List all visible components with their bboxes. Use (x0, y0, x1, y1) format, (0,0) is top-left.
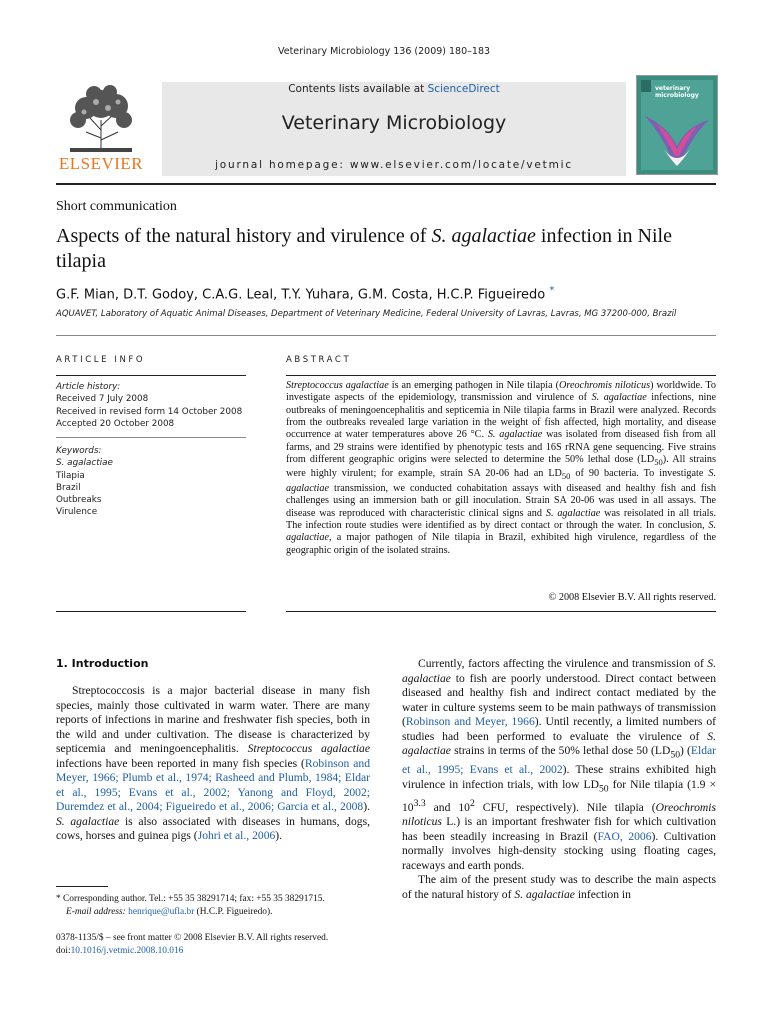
intro-paragraph-2: Currently, factors affecting the virulence and transmission of S. agalactiae to fish are poorly understood. Direct contact between diseased and healthy fish and indirect contact mediated by the water in culture systems seem to be main pathways of transmission (Robinson and Meyer, 1966). Until recently, a limited numbers of studies had been performed to evaluate the virulence of S. agalactiae strains in terms of the 50% lethal dose 50 $(LD_{50})$ (Eldar et al., 1995; Evans et al., 2002). These strains exhibited high virulence in infection trials, with low $LD_{50}$ for Nile tilapia ($1.9 \times 10^{3.3}$ and $10^2$ CFU, respectively). Nile tilapia (Oreochromis niloticus L.) is an important freshwater fish for which cultivation has been steadily increasing in Brazil (FAO, 2006). Cultivation normally involves high-density stocking using floating cages, raceways and earth ponds. (402, 657, 717, 872)
article-info-bottom-rule (56, 611, 246, 612)
introduction-heading: 1. Introduction (56, 657, 149, 670)
received-date: Received 7 July 2008 (56, 394, 149, 405)
contents-line (162, 83, 626, 95)
accepted-date: Accepted 20 October 2008 (56, 418, 175, 429)
keyword-item: Brazil (56, 482, 81, 493)
email-link[interactable]: henrique@ufla.br (128, 906, 195, 917)
abstract-heading: ABSTRACT (286, 355, 352, 365)
keyword-item: Virulence (56, 507, 98, 518)
corresponding-author-mark[interactable]: * (549, 285, 555, 296)
keywords-label: Keywords: (56, 446, 102, 456)
footnote-rule (56, 886, 108, 887)
authors-text: G.F. Mian, D.T. Godoy, C.A.G. Leal, T.Y. Yuhara, G.M. Costa, H.C.P. Figueiredo (56, 287, 546, 303)
contents-prefix: Contents lists available at (288, 83, 428, 95)
article-title (56, 224, 716, 274)
journal-title: Veterinary Microbiology (281, 112, 507, 134)
info-separator (56, 437, 246, 438)
section-type: Short communication (56, 199, 177, 214)
intro-column-right (402, 657, 716, 902)
article-title-part1: Aspects of the natural history and virulence of (56, 225, 432, 247)
affiliation: AQUAVET, Laboratory of Aquatic Animal Diseases, Department of Veterinary Medicine, Federal University of Lavras, Lavras, MG 37200-000, Brazil (56, 309, 677, 319)
article-title-part2: infection in Nile tilapia (56, 225, 672, 272)
abstract-bottom-rule (286, 611, 716, 612)
doi-link[interactable]: 10.1016/j.vetmic.2008.10.016 (70, 945, 184, 956)
divider-rule (56, 335, 716, 336)
abstract-text: Streptococcus agalactiae is an emerging pathogen in Nile tilapia (Oreochromis niloticus) worldwide. To investigate aspects of the epidemiology, transmission and virulence of S. agalactiae infections, nine outbreaks of meningoencephalitis and septicemia in Nile tilapia farms in Brazil were analyzed. Records from the outbreaks revealed large variation in the weight of fish affected, high mortality, and disease occurrence at water temperatures above 26 °C. S. agalactiae was isolated from diseased fish from all farms, and 29 strains were identified by phenotypic tests and 16S rRNA gene sequencing. Five strains from different geographic origins were selected to determine the 50% lethal dose $(LD_{50})$. All strains were highly virulent; for example, strain SA 20-06 had an $LD_{50}$ of 90 bacteria. To investigate S. agalactiae transmission, we conducted cohabitation assays with diseased and healthy fish and fish challenges using an immersion bath or gill inoculation. Strain SA 20-06 was used in all assays. The disease was reproduced with characteristic clinical signs and S. agalactiae was reisolated in all trials. The infection route studies were identified as by direct contact or through the water. In conclusion, S. agalactiae, a major pathogen of Nile tilapia in Brazil, exhibited high virulence, regardless of the geographic origin of the isolated strains. (286, 380, 716, 556)
abstract-copyright: © 2008 Elsevier B.V. All rights reserved. (548, 592, 716, 603)
email-label: E-mail address: (66, 906, 129, 917)
keywords-block (56, 445, 113, 519)
footnote-contact: Corresponding author. Tel.: +55 35 38291714; fax: +55 35 38291715. (63, 894, 325, 904)
revised-date: Received in revised form 14 October 2008 (56, 406, 243, 417)
abstract-rule (286, 375, 716, 376)
author-list (56, 285, 554, 302)
elsevier-wordmark[interactable]: ELSEVIER (58, 154, 144, 173)
keyword-item: S. agalactiae (56, 458, 113, 469)
journal-citation-line: Veterinary Microbiology 136 (2009) 180–183 (277, 46, 491, 57)
intro-column-left (56, 684, 370, 844)
article-info-rule (56, 375, 246, 376)
keyword-item: Tilapia (56, 470, 85, 481)
cover-title-line2: microbiology (655, 92, 699, 99)
article-history (56, 381, 242, 430)
footnote-mark: * (56, 894, 64, 904)
doi-label: doi: (56, 945, 71, 956)
article-info-heading: ARTICLE INFO (56, 355, 146, 365)
keyword-item: Outbreaks (56, 495, 102, 506)
issn-block (56, 932, 386, 957)
cover-title-line1: veterinary (655, 85, 691, 92)
intro-paragraph-3: The aim of the present study was to describe the main aspects of the natural history of S. agalactiae infection in (402, 873, 716, 901)
front-matter-line: 0378-1135/$ – see front matter © 2008 Elsevier B.V. All rights reserved. (56, 933, 329, 943)
corresponding-author-footnote (56, 893, 376, 918)
article-title-species: S. agalactiae (431, 225, 536, 247)
history-label: Article history: (56, 382, 121, 392)
journal-homepage[interactable]: journal homepage: www.elsevier.com/locate/vetmic (215, 159, 573, 171)
intro-paragraph-1: Streptococcosis is a major bacterial disease in many fish species, mainly those cultivated in warm water. There are many reports of infections in marine and freshwater fish species, both in the wild and under cultivation. The disease is characterized by septicemia and meningoencephalitis. Streptococcus agalactiae infections have been reported in many fish species (Robinson and Meyer, 1966; Plumb et al., 1974; Rasheed and Plumb, 1984; Eldar et al., 1995; Evans et al., 2002; Yanong and Floyd, 2002; Duremdez et al., 2004; Figueiredo et al., 2006; Garcia et al., 2008). S. agalactiae is also associated with diseases in humans, dogs, cows, horses and guinea pigs (Johri et al., 2006). (56, 684, 371, 843)
journal-cover-image[interactable] (636, 75, 718, 175)
email-suffix: (H.C.P. Figueiredo). (194, 906, 273, 917)
header-rule (56, 183, 716, 185)
sciencedirect-link[interactable]: ScienceDirect (427, 83, 500, 95)
